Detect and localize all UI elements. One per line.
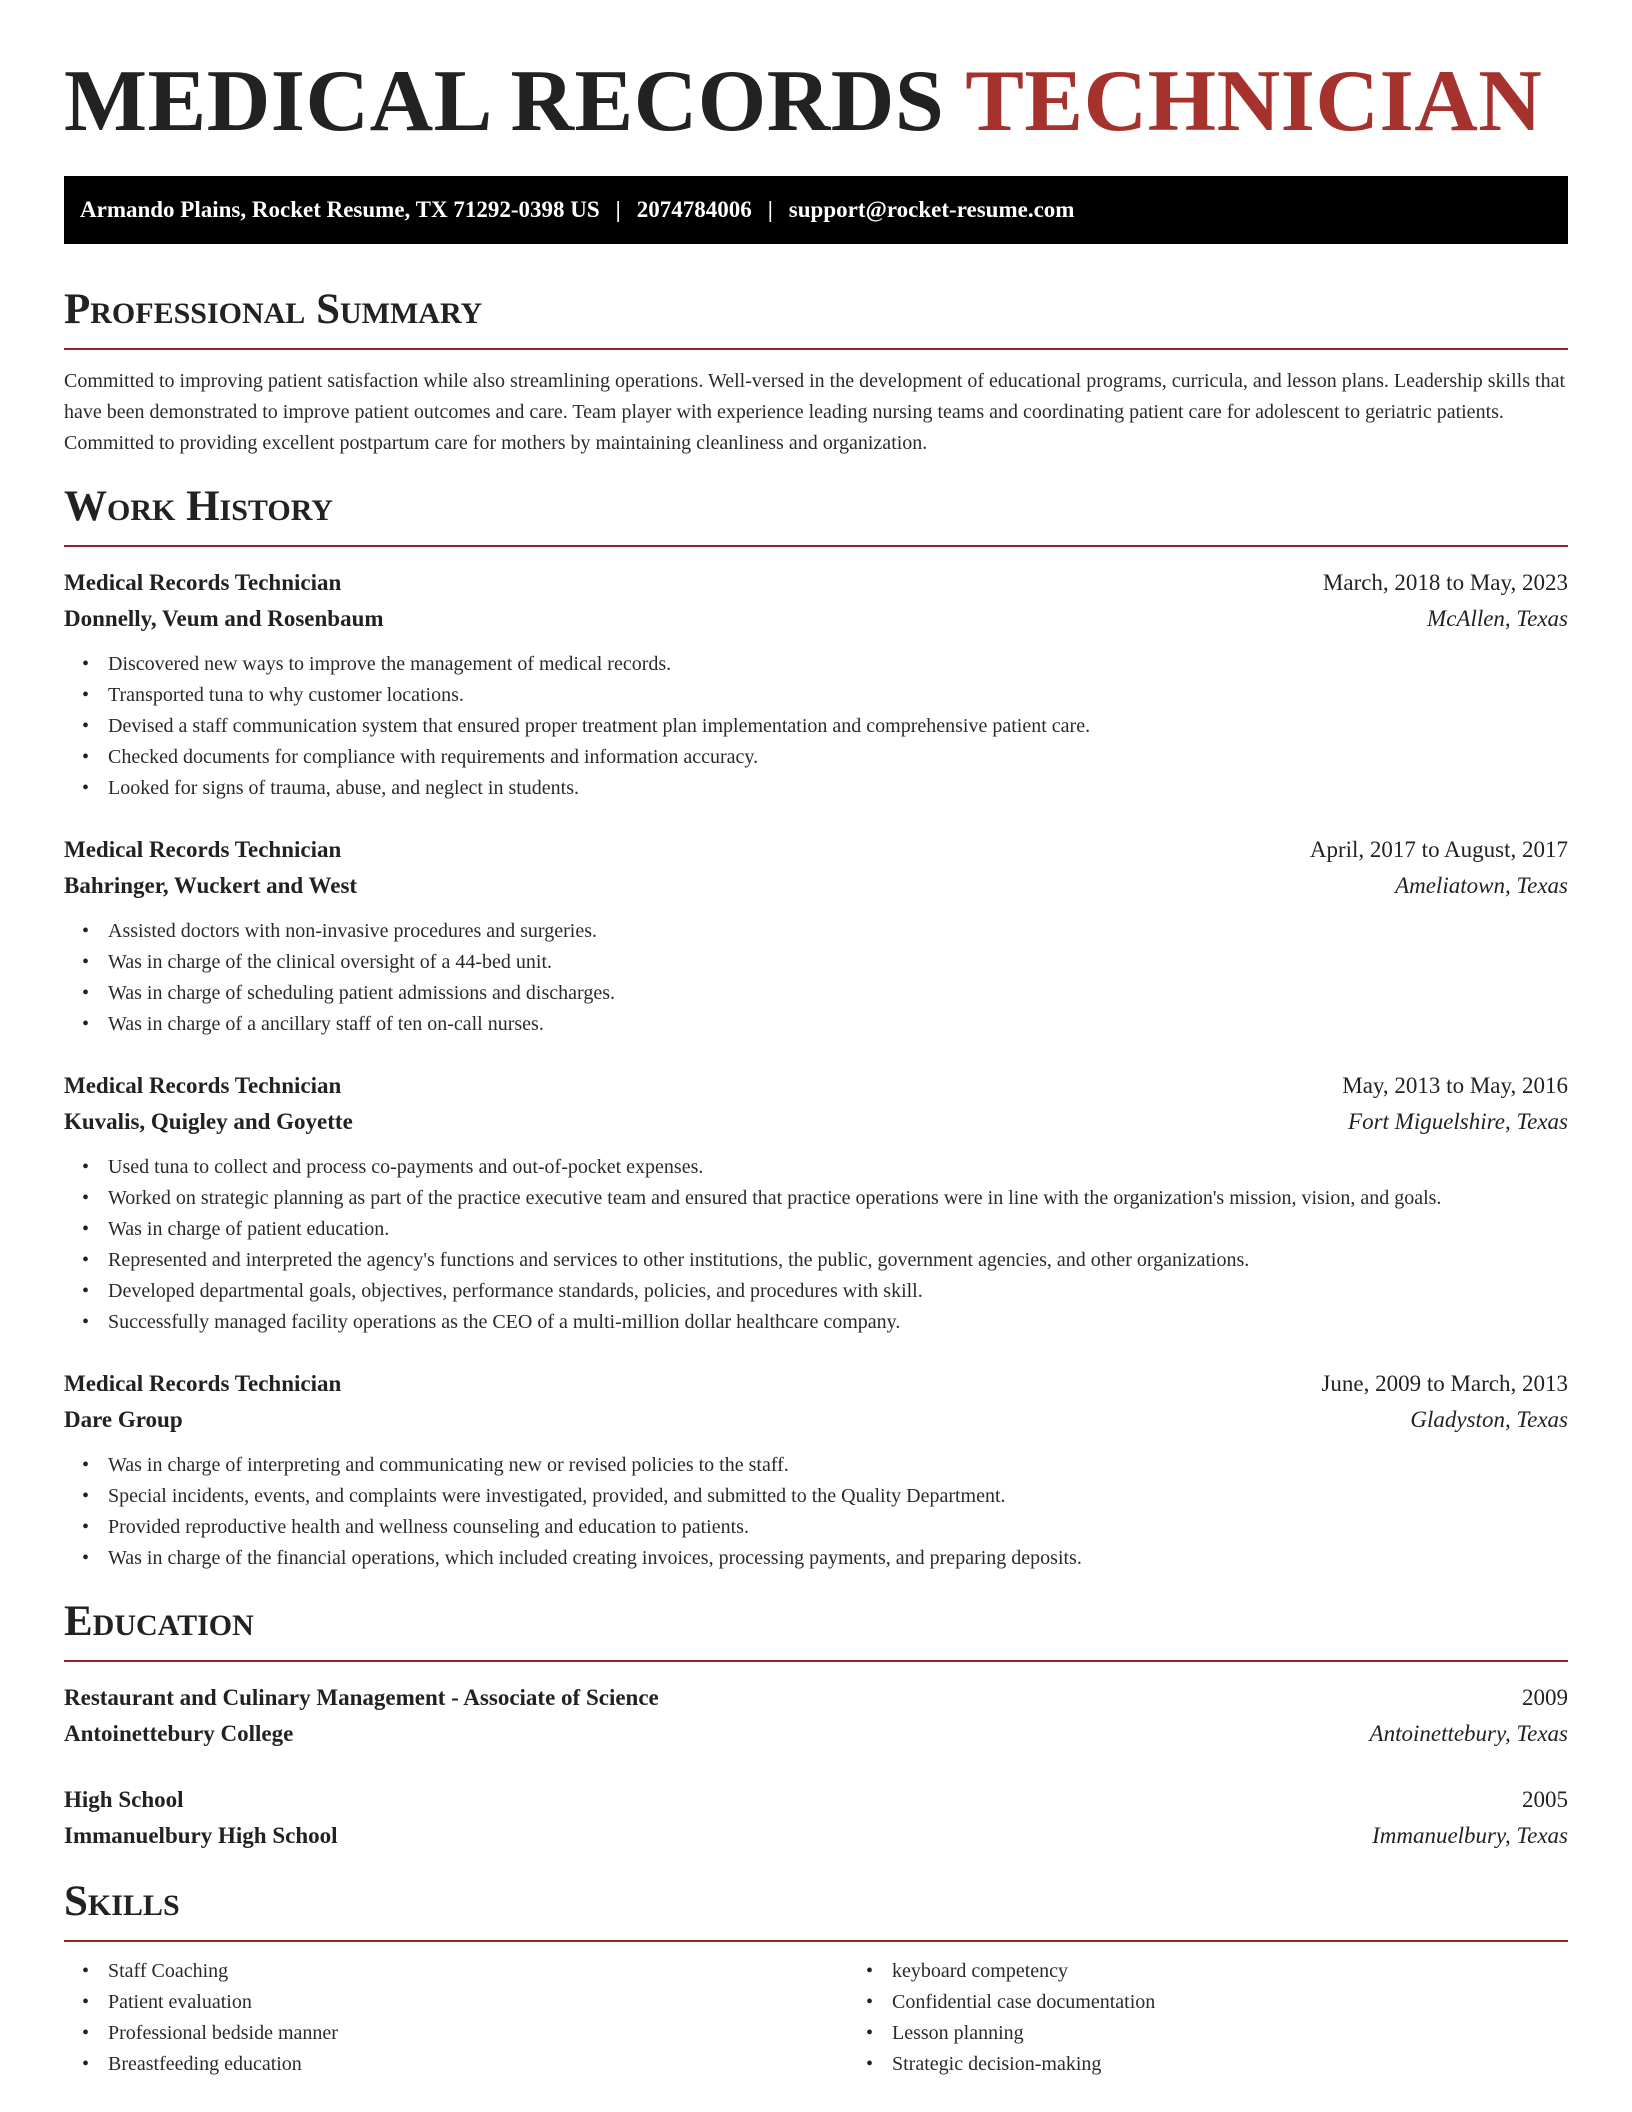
skills-heading: Skills <box>64 1876 1568 1942</box>
job-bullets <box>64 916 1568 1040</box>
job-bullets <box>64 1152 1568 1338</box>
job-entry <box>64 1068 1568 1338</box>
job-bullet: • Provided reproductive health and wellness counseling and education to patients. <box>108 1512 1568 1543</box>
skill-item: • Strategic decision-making <box>892 2049 1632 2080</box>
job-bullet: • Was in charge of a ancillary staff of ten on-call nurses. <box>108 1009 1568 1040</box>
job-bullet: • Was in charge of the financial operations, which included creating invoices, processing payments, and preparing deposits. <box>108 1543 1568 1574</box>
job-title: Medical Records Technician <box>64 570 342 595</box>
job-bullet: • Was in charge of interpreting and communicating new or revised policies to the staff. <box>108 1450 1568 1481</box>
job-title: Medical Records Technician <box>64 1371 342 1396</box>
job-bullets <box>64 1450 1568 1574</box>
job-company: Kuvalis, Quigley and Goyette <box>64 1109 353 1134</box>
job-bullet: • Looked for signs of trauma, abuse, and neglect in students. <box>108 773 1568 804</box>
job-entry <box>64 565 1568 804</box>
job-bullet: • Used tuna to collect and process co-payments and out-of-pocket expenses. <box>108 1152 1568 1183</box>
contact-separator: | <box>615 197 621 222</box>
job-company: Dare Group <box>64 1407 183 1432</box>
job-location: Gladyston, Texas <box>1410 1407 1568 1432</box>
job-bullet: • Represented and interpreted the agency's functions and services to other institutions, the public, government agencies, and other organizations. <box>108 1245 1568 1276</box>
education-location: Immanuelbury, Texas <box>1372 1823 1568 1848</box>
education-school: Antoinettebury College <box>64 1721 294 1746</box>
summary-heading: Professional Summary <box>64 284 1568 350</box>
education-year: 2009 <box>1522 1685 1568 1710</box>
job-entry <box>64 1366 1568 1574</box>
job-bullet: • Checked documents for compliance with requirements and information accuracy. <box>108 742 1568 773</box>
skill-item: • Breastfeeding education <box>108 2049 848 2080</box>
job-bullet: • Transported tuna to why customer locations. <box>108 680 1568 711</box>
job-bullet: • Devised a staff communication system that ensured proper treatment plan implementation and comprehensive patient care. <box>108 711 1568 742</box>
skills-right-column <box>848 1956 1632 2080</box>
job-bullet: • Was in charge of patient education. <box>108 1214 1568 1245</box>
job-bullet: • Special incidents, events, and complaints were investigated, provided, and submitted to the Quality Department. <box>108 1481 1568 1512</box>
contact-bar <box>64 176 1568 244</box>
title-part-1: MEDICAL RECORDS <box>64 53 945 150</box>
job-bullet: • Was in charge of scheduling patient admissions and discharges. <box>108 978 1568 1009</box>
contact-address: Armando Plains, Rocket Resume, TX 71292-0398 US <box>80 197 600 222</box>
skills-left-column <box>64 1956 848 2080</box>
skills-columns <box>64 1956 1568 2080</box>
education-heading: Education <box>64 1596 1568 1662</box>
skill-item: • Confidential case documentation <box>892 1987 1632 2018</box>
job-company: Donnelly, Veum and Rosenbaum <box>64 606 384 631</box>
job-bullet: • Worked on strategic planning as part of the practice executive team and ensured that practice operations were in line with the organization's mission, vision, and goals. <box>108 1183 1568 1214</box>
skill-item: • Lesson planning <box>892 2018 1632 2049</box>
education-school: Immanuelbury High School <box>64 1823 338 1848</box>
summary-text: Committed to improving patient satisfaction while also streamlining operations. Well-versed in the development of educational programs, curricula, and lesson plans. Leadership skills that have been demonstrated to improve patient outcomes and care. Team player with experience leading nursing teams and coordinating patient care for adolescent to geriatric patients. Committed to providing excellent postpartum care for mothers by maintaining cleanliness and organization. <box>64 370 1565 454</box>
job-title: Medical Records Technician <box>64 1073 342 1098</box>
job-bullets <box>64 649 1568 804</box>
contact-separator: | <box>767 197 773 222</box>
education-degree: High School <box>64 1787 184 1812</box>
education-entry <box>64 1782 1568 1854</box>
skill-item: • Professional bedside manner <box>108 2018 848 2049</box>
job-bullet: • Discovered new ways to improve the management of medical records. <box>108 649 1568 680</box>
job-bullet: • Successfully managed facility operations as the CEO of a multi-million dollar healthcare company. <box>108 1307 1568 1338</box>
resume-title <box>64 0 1568 152</box>
work-history-heading: Work History <box>64 481 1568 547</box>
job-dates: June, 2009 to March, 2013 <box>1321 1371 1568 1396</box>
job-dates: April, 2017 to August, 2017 <box>1309 837 1568 862</box>
job-location: McAllen, Texas <box>1427 606 1568 631</box>
job-location: Fort Miguelshire, Texas <box>1348 1109 1568 1134</box>
job-title: Medical Records Technician <box>64 837 342 862</box>
job-entry <box>64 832 1568 1040</box>
education-degree: Restaurant and Culinary Management - Associate of Science <box>64 1685 659 1710</box>
skill-item: • Patient evaluation <box>108 1987 848 2018</box>
title-part-2: TECHNICIAN <box>965 53 1543 150</box>
job-bullet: • Developed departmental goals, objectives, performance standards, policies, and procedures with skill. <box>108 1276 1568 1307</box>
skill-item: • keyboard competency <box>892 1956 1632 1987</box>
job-dates: March, 2018 to May, 2023 <box>1322 570 1568 595</box>
contact-phone: 2074784006 <box>636 197 752 222</box>
education-location: Antoinettebury, Texas <box>1369 1721 1568 1746</box>
education-year: 2005 <box>1522 1787 1568 1812</box>
job-company: Bahringer, Wuckert and West <box>64 873 358 898</box>
job-bullet: • Was in charge of the clinical oversight of a 44-bed unit. <box>108 947 1568 978</box>
skill-item: • Staff Coaching <box>108 1956 848 1987</box>
education-entry <box>64 1680 1568 1752</box>
job-location: Ameliatown, Texas <box>1395 873 1568 898</box>
job-dates: May, 2013 to May, 2016 <box>1342 1073 1568 1098</box>
contact-email: support@rocket-resume.com <box>788 197 1075 222</box>
job-bullet: • Assisted doctors with non-invasive procedures and surgeries. <box>108 916 1568 947</box>
